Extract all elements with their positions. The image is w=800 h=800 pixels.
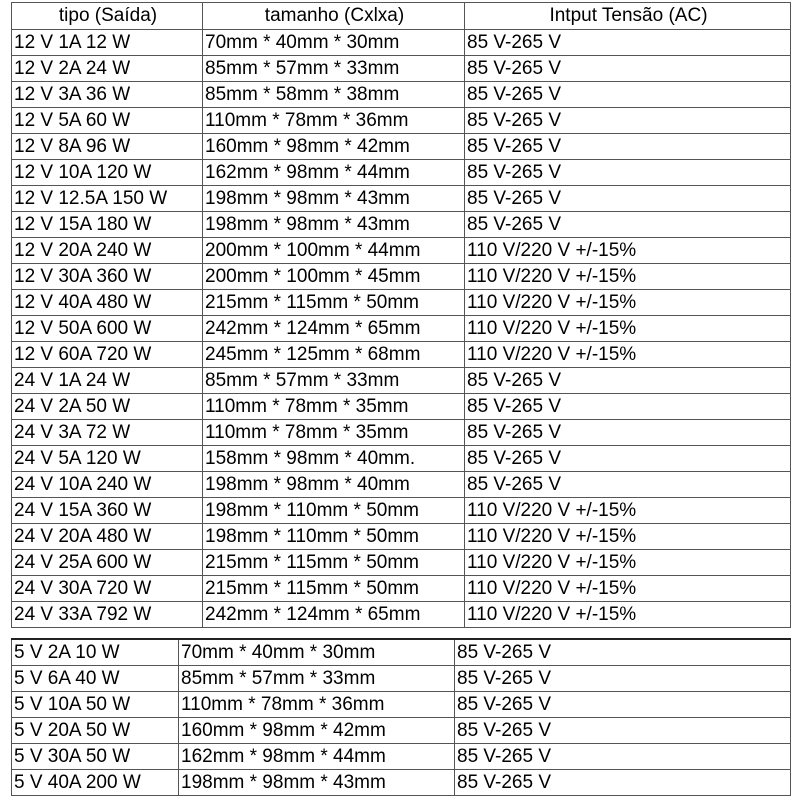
cell-tipo: 5 V 20A 50 W xyxy=(12,718,179,744)
table-row xyxy=(12,56,791,82)
cell-tensao: 110 V/220 V +/-15% xyxy=(465,316,791,342)
cell-tensao: 110 V/220 V +/-15% xyxy=(465,498,791,524)
table-row xyxy=(12,576,791,602)
cell-tensao: 85 V-265 V xyxy=(465,56,791,82)
cell-tensao: 85 V-265 V xyxy=(465,160,791,186)
cell-tamanho: 110mm * 78mm * 36mm xyxy=(179,692,455,718)
cell-tamanho: 198mm * 110mm * 50mm xyxy=(203,524,465,550)
table-row xyxy=(12,394,791,420)
cell-tensao: 110 V/220 V +/-15% xyxy=(465,290,791,316)
main-spec-table xyxy=(11,2,791,628)
cell-tensao: 85 V-265 V xyxy=(465,134,791,160)
table-row xyxy=(12,30,791,56)
cell-tamanho: 160mm * 98mm * 42mm xyxy=(179,718,455,744)
cell-tamanho: 245mm * 125mm * 68mm xyxy=(203,342,465,368)
cell-tipo: 12 V 8A 96 W xyxy=(12,134,203,160)
cell-tipo: 24 V 15A 360 W xyxy=(12,498,203,524)
cell-tipo: 5 V 6A 40 W xyxy=(12,666,179,692)
table-row xyxy=(12,134,791,160)
cell-tamanho: 198mm * 98mm * 43mm xyxy=(203,186,465,212)
table-row xyxy=(12,212,791,238)
cell-tensao: 85 V-265 V xyxy=(465,368,791,394)
cell-tipo: 24 V 1A 24 W xyxy=(12,368,203,394)
cell-tipo: 24 V 30A 720 W xyxy=(12,576,203,602)
cell-tensao: 110 V/220 V +/-15% xyxy=(465,576,791,602)
cell-tensao: 85 V-265 V xyxy=(455,770,791,796)
cell-tipo: 12 V 40A 480 W xyxy=(12,290,203,316)
cell-tamanho: 198mm * 98mm * 43mm xyxy=(203,212,465,238)
cell-tipo: 12 V 2A 24 W xyxy=(12,56,203,82)
table-row xyxy=(12,472,791,498)
cell-tamanho: 85mm * 57mm * 33mm xyxy=(203,368,465,394)
cell-tensao: 85 V-265 V xyxy=(465,30,791,56)
cell-tamanho: 160mm * 98mm * 42mm xyxy=(203,134,465,160)
cell-tamanho: 215mm * 115mm * 50mm xyxy=(203,576,465,602)
cell-tensao: 85 V-265 V xyxy=(465,446,791,472)
table-row xyxy=(12,160,791,186)
cell-tamanho: 215mm * 115mm * 50mm xyxy=(203,550,465,576)
table-row xyxy=(12,316,791,342)
cell-tipo: 5 V 40A 200 W xyxy=(12,770,179,796)
cell-tensao: 85 V-265 V xyxy=(465,212,791,238)
cell-tipo: 24 V 10A 240 W xyxy=(12,472,203,498)
table-row xyxy=(12,420,791,446)
table-row xyxy=(12,342,791,368)
cell-tamanho: 215mm * 115mm * 50mm xyxy=(203,290,465,316)
cell-tensao: 85 V-265 V xyxy=(465,82,791,108)
table-row xyxy=(12,108,791,134)
table-row xyxy=(12,238,791,264)
cell-tipo: 12 V 50A 600 W xyxy=(12,316,203,342)
cell-tipo: 5 V 10A 50 W xyxy=(12,692,179,718)
cell-tensao: 85 V-265 V xyxy=(465,420,791,446)
cell-tipo: 12 V 15A 180 W xyxy=(12,212,203,238)
cell-tipo: 12 V 60A 720 W xyxy=(12,342,203,368)
table-row xyxy=(12,186,791,212)
cell-tamanho: 110mm * 78mm * 36mm xyxy=(203,108,465,134)
table-row xyxy=(12,368,791,394)
table-row xyxy=(12,692,791,718)
5v-spec-table xyxy=(11,638,791,796)
table-row xyxy=(12,82,791,108)
cell-tipo: 24 V 33A 792 W xyxy=(12,602,203,628)
cell-tamanho: 198mm * 110mm * 50mm xyxy=(203,498,465,524)
cell-tipo: 12 V 10A 120 W xyxy=(12,160,203,186)
table-row xyxy=(12,550,791,576)
table-row xyxy=(12,744,791,770)
table-row xyxy=(12,639,791,666)
table-row xyxy=(12,290,791,316)
cell-tensao: 110 V/220 V +/-15% xyxy=(465,264,791,290)
cell-tamanho: 85mm * 57mm * 33mm xyxy=(203,56,465,82)
cell-tamanho: 162mm * 98mm * 44mm xyxy=(179,744,455,770)
cell-tensao: 85 V-265 V xyxy=(455,639,791,666)
cell-tamanho: 85mm * 57mm * 33mm xyxy=(179,666,455,692)
cell-tipo: 5 V 2A 10 W xyxy=(12,639,179,666)
cell-tipo: 24 V 3A 72 W xyxy=(12,420,203,446)
cell-tipo: 24 V 2A 50 W xyxy=(12,394,203,420)
cell-tamanho: 110mm * 78mm * 35mm xyxy=(203,394,465,420)
header-tipo: tipo (Saída) xyxy=(12,3,203,30)
cell-tensao: 85 V-265 V xyxy=(455,744,791,770)
header-tensao: Intput Tensão (AC) xyxy=(465,3,791,30)
cell-tensao: 85 V-265 V xyxy=(465,186,791,212)
table-row xyxy=(12,446,791,472)
cell-tamanho: 158mm * 98mm * 40mm. xyxy=(203,446,465,472)
cell-tamanho: 110mm * 78mm * 35mm xyxy=(203,420,465,446)
cell-tensao: 110 V/220 V +/-15% xyxy=(465,342,791,368)
table-row xyxy=(12,718,791,744)
table-row xyxy=(12,602,791,628)
cell-tipo: 5 V 30A 50 W xyxy=(12,744,179,770)
cell-tipo: 24 V 25A 600 W xyxy=(12,550,203,576)
table-row xyxy=(12,264,791,290)
cell-tipo: 12 V 12.5A 150 W xyxy=(12,186,203,212)
cell-tamanho: 200mm * 100mm * 44mm xyxy=(203,238,465,264)
header-tamanho: tamanho (Cxlxa) xyxy=(203,3,465,30)
cell-tamanho: 200mm * 100mm * 45mm xyxy=(203,264,465,290)
cell-tipo: 12 V 1A 12 W xyxy=(12,30,203,56)
cell-tamanho: 198mm * 98mm * 40mm xyxy=(203,472,465,498)
cell-tensao: 85 V-265 V xyxy=(465,394,791,420)
table-row xyxy=(12,524,791,550)
table-row xyxy=(12,498,791,524)
cell-tensao: 110 V/220 V +/-15% xyxy=(465,524,791,550)
cell-tamanho: 242mm * 124mm * 65mm xyxy=(203,316,465,342)
cell-tensao: 85 V-265 V xyxy=(465,108,791,134)
table-row xyxy=(12,770,791,796)
cell-tensao: 85 V-265 V xyxy=(465,472,791,498)
cell-tamanho: 162mm * 98mm * 44mm xyxy=(203,160,465,186)
cell-tamanho: 70mm * 40mm * 30mm xyxy=(203,30,465,56)
cell-tamanho: 70mm * 40mm * 30mm xyxy=(179,639,455,666)
table-header-row xyxy=(12,3,791,30)
cell-tensao: 85 V-265 V xyxy=(455,692,791,718)
cell-tipo: 12 V 5A 60 W xyxy=(12,108,203,134)
cell-tensao: 85 V-265 V xyxy=(455,718,791,744)
cell-tensao: 85 V-265 V xyxy=(455,666,791,692)
cell-tipo: 24 V 5A 120 W xyxy=(12,446,203,472)
cell-tensao: 110 V/220 V +/-15% xyxy=(465,550,791,576)
table-row xyxy=(12,666,791,692)
cell-tipo: 24 V 20A 480 W xyxy=(12,524,203,550)
cell-tipo: 12 V 3A 36 W xyxy=(12,82,203,108)
cell-tensao: 110 V/220 V +/-15% xyxy=(465,602,791,628)
cell-tamanho: 198mm * 98mm * 43mm xyxy=(179,770,455,796)
cell-tamanho: 85mm * 58mm * 38mm xyxy=(203,82,465,108)
cell-tipo: 12 V 20A 240 W xyxy=(12,238,203,264)
cell-tamanho: 242mm * 124mm * 65mm xyxy=(203,602,465,628)
cell-tipo: 12 V 30A 360 W xyxy=(12,264,203,290)
cell-tensao: 110 V/220 V +/-15% xyxy=(465,238,791,264)
